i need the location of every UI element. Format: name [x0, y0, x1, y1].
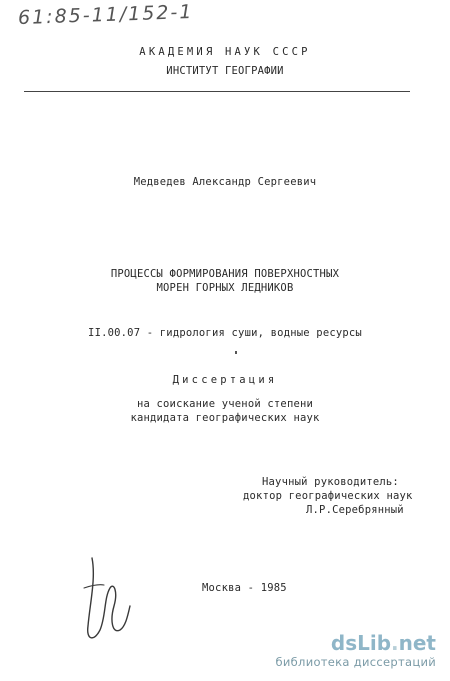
supervisor-degree: доктор географических наук	[243, 490, 413, 502]
place-and-year: Москва - 1985	[202, 582, 287, 594]
supervisor-label: Научный руководитель:	[262, 476, 399, 488]
dslib-watermark	[275, 632, 436, 670]
supervisor-name: Л.Р.Серебрянный	[306, 504, 404, 516]
author-name: Медведев Александр Сергеевич	[133, 176, 317, 188]
handwritten-signature	[70, 548, 150, 648]
thesis-title-line-1: ПРОЦЕССЫ ФОРМИРОВАНИЯ ПОВЕРХНОСТНЫХ	[110, 268, 340, 280]
archive-stamp: 61:85-11/152-1	[17, 0, 194, 30]
degree-line-2: кандидата географических наук	[130, 412, 320, 424]
degree-line-1: на соискание ученой степени	[136, 398, 314, 410]
specialty-code: II.00.07 - гидрология суши, водные ресурсы	[88, 327, 362, 339]
institute-heading: ИНСТИТУТ ГЕОГРАФИИ	[166, 65, 284, 77]
dslib-logo: dsLib.net	[330, 631, 436, 655]
header-divider	[24, 91, 410, 92]
thesis-title-line-2: МОРЕН ГОРНЫХ ЛЕДНИКОВ	[156, 282, 294, 294]
dissertation-label: Диссертация	[172, 374, 278, 386]
dslib-subtitle: библиотека диссертаций	[275, 655, 436, 669]
academy-heading: АКАДЕМИЯ НАУК СССР	[139, 46, 311, 58]
paper-speck	[235, 351, 237, 354]
